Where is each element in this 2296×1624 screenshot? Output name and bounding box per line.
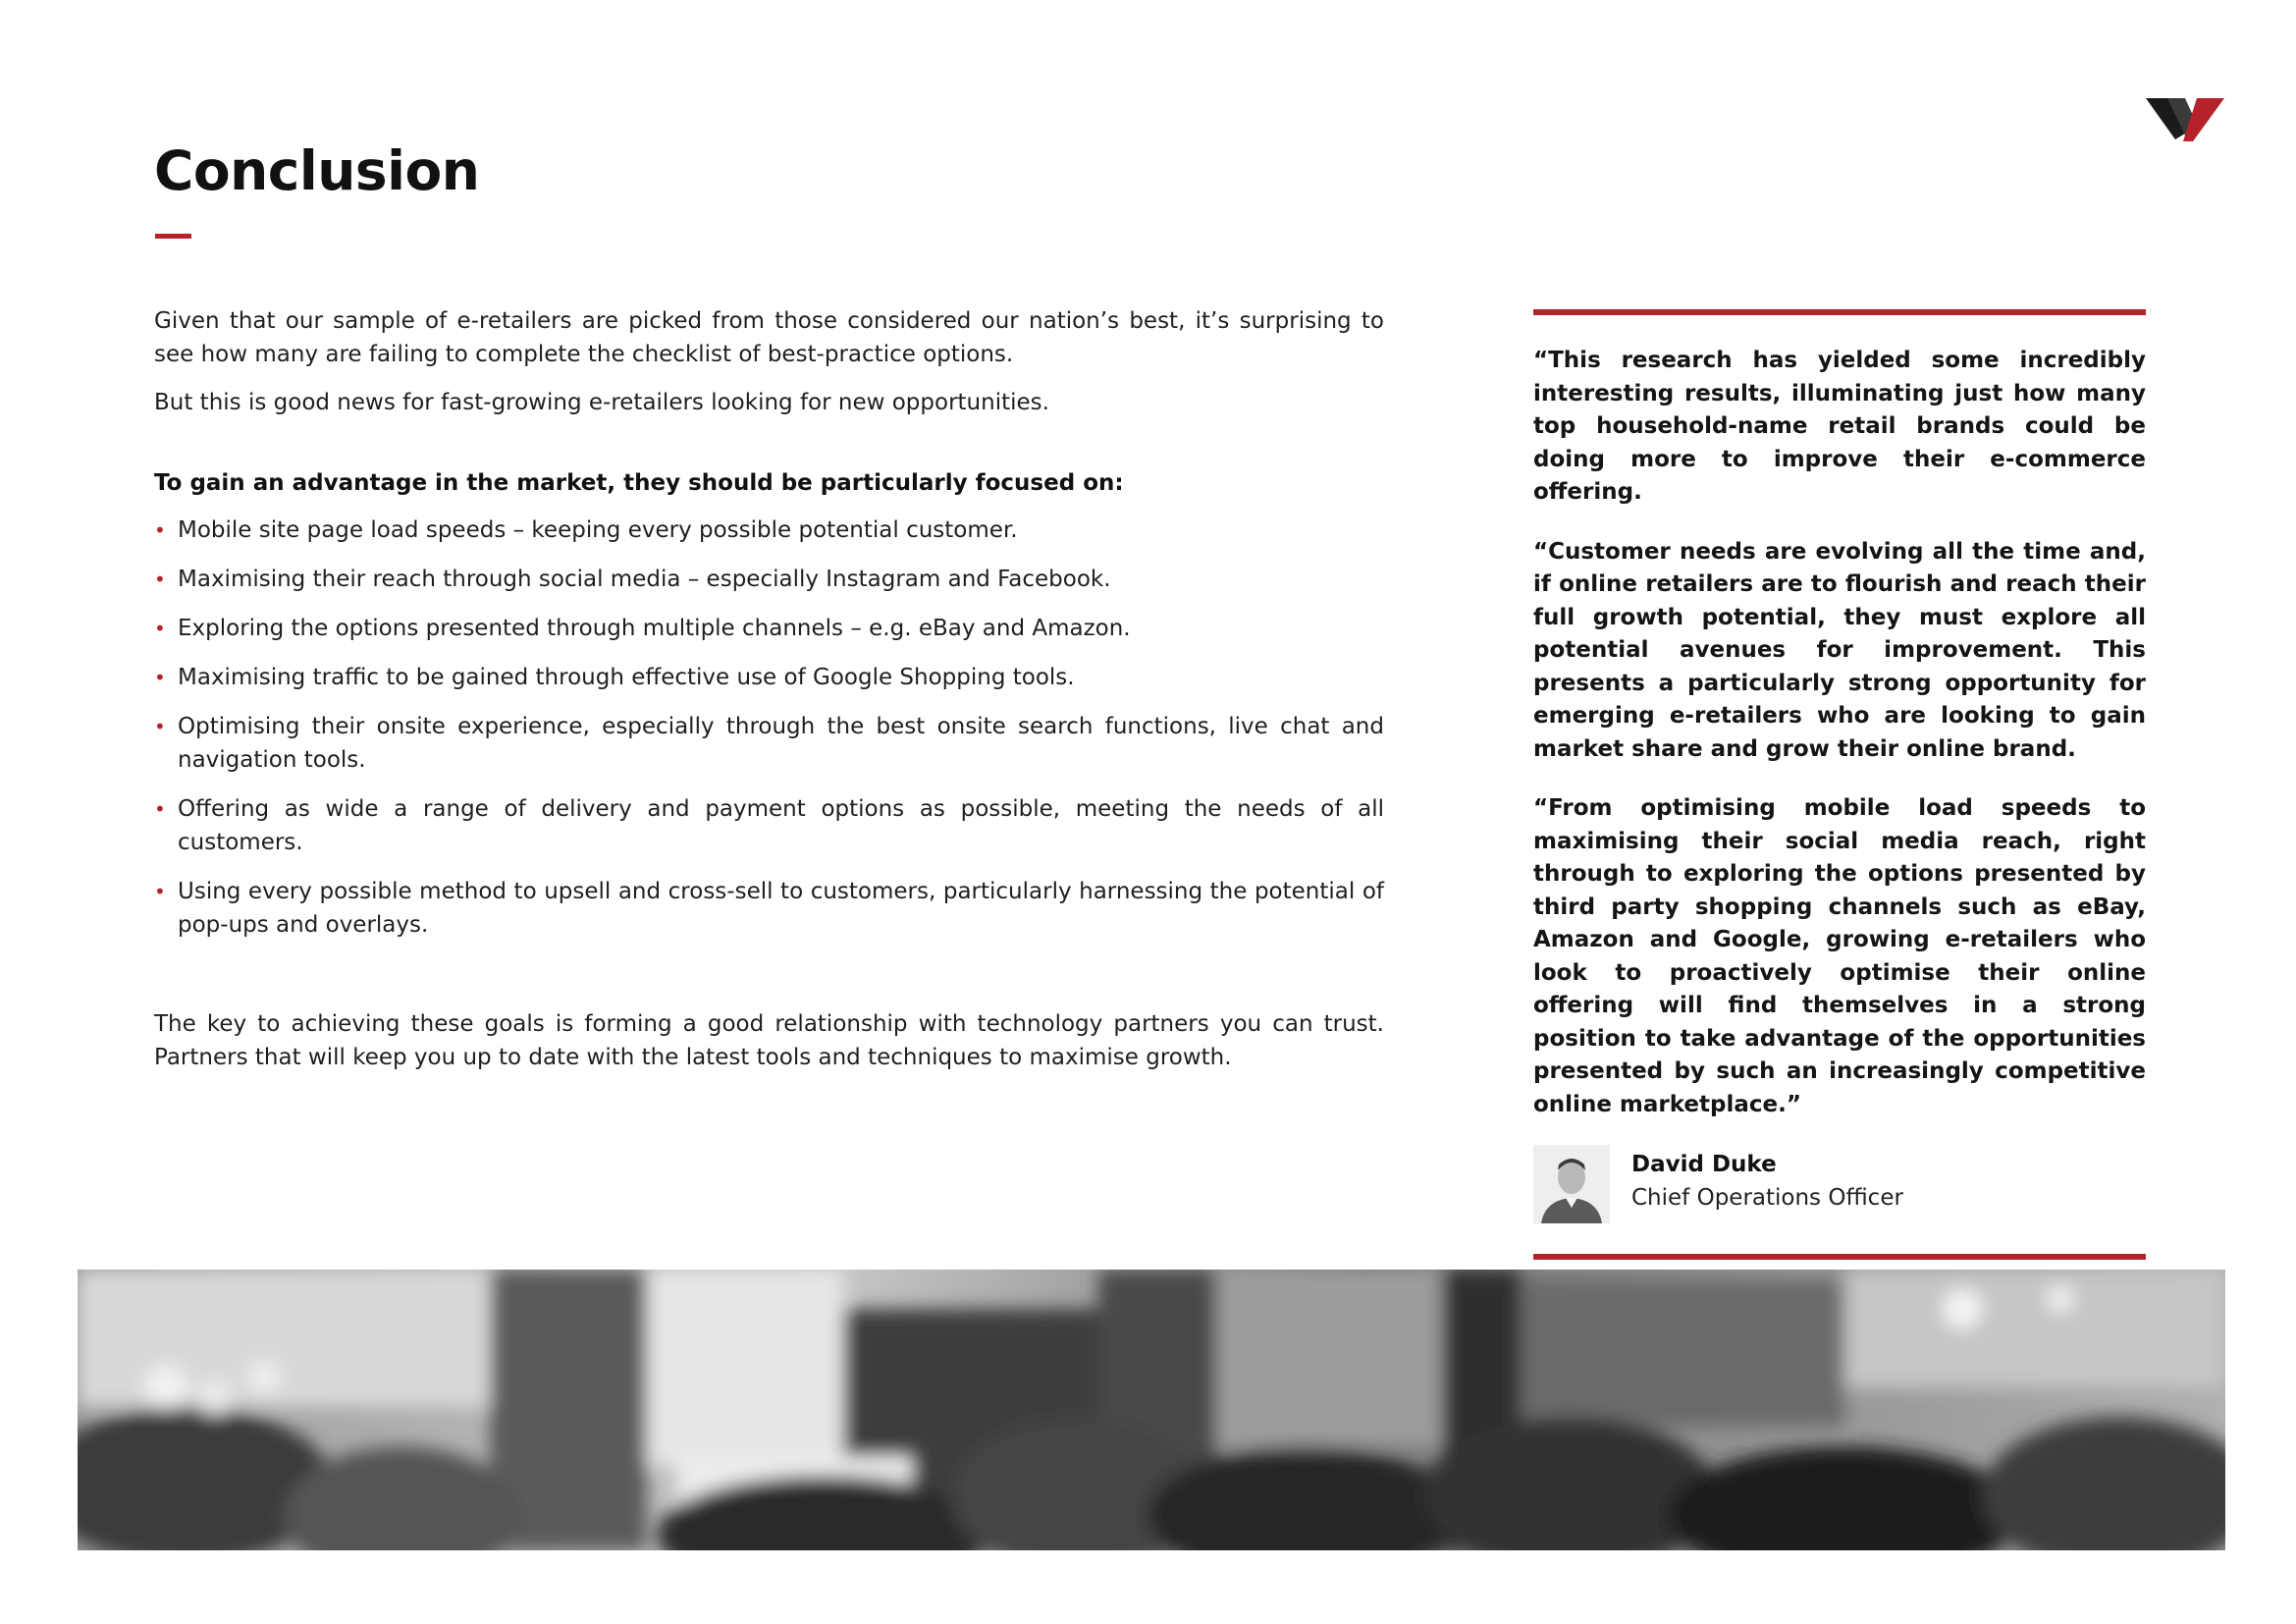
focus-lead: To gain an advantage in the market, they should be particularly focused on:	[154, 470, 1124, 496]
office-photo-banner	[78, 1270, 2225, 1550]
bullet-icon: •	[154, 666, 166, 689]
bullet-icon: •	[154, 617, 166, 640]
bullet-icon: •	[154, 880, 166, 903]
page-title: Conclusion	[154, 139, 480, 202]
intro-paragraph: But this is good news for fast-growing e-retailers looking for new opportunities.	[154, 390, 1049, 415]
list-item: • Maximising their reach through social media – especially Instagram and Facebook.	[154, 563, 1384, 596]
brand-v-logo-icon	[2146, 94, 2226, 143]
main-column	[154, 304, 1384, 1089]
quote-paragraph: “From optimising mobile load speeds to maximising their social media reach, right through to exploring the options presented by third party shopping channels such as eBay, Amazon and Google, growing e-retailers who look to proactively optimise their online offering will find themselves in a strong position to take advantage of the opportunities presented by such an increasingly competitive online marketplace.”	[1533, 795, 2146, 1117]
bullet-icon: •	[154, 797, 166, 821]
list-item: • Using every possible method to upsell and cross-sell to customers, particularly harnessing the potential of pop-ups and overlays.	[154, 875, 1384, 942]
list-item: • Mobile site page load speeds – keeping every possible potential customer.	[154, 514, 1384, 547]
quote-body	[1533, 315, 2146, 1121]
bullet-icon: •	[154, 518, 166, 542]
list-item: • Maximising traffic to be gained through effective use of Google Shopping tools.	[154, 661, 1384, 694]
pull-quote	[1533, 309, 2146, 1260]
author-name: David Duke	[1631, 1152, 1777, 1177]
author-role: Chief Operations Officer	[1631, 1184, 1903, 1211]
bullet-icon: •	[154, 715, 166, 738]
focus-list	[154, 514, 1384, 942]
closing-paragraph: The key to achieving these goals is forming a good relationship with technology partners you can trust. Partners that will keep you up to date with the latest tools and techniques to maximise growth.	[154, 1011, 1384, 1070]
quote-bottom-rule	[1533, 1254, 2146, 1260]
list-item: • Optimising their onsite experience, especially through the best onsite search functions, live chat and navigation tools.	[154, 710, 1384, 777]
avatar	[1533, 1145, 1610, 1223]
list-item: • Offering as wide a range of delivery and payment options as possible, meeting the needs of all customers.	[154, 792, 1384, 859]
quote-paragraph: “This research has yielded some incredibly interesting results, illuminating just how many top household-name retail brands could be doing more to improve their e-commerce offering.	[1533, 348, 2146, 505]
bullet-icon: •	[154, 568, 166, 591]
quote-paragraph: “Customer needs are evolving all the time and, if online retailers are to flourish and reach their full growth potential, they must explore all potential avenues for improvement. This presents a particularly strong opportunity for emerging e-retailers who are looking to gain market share and grow their online brand.	[1533, 538, 2146, 762]
title-underline	[155, 234, 191, 239]
intro-paragraph: Given that our sample of e-retailers are picked from those considered our nation’s best, it’s surprising to see how many are failing to complete the checklist of best-practice options.	[154, 308, 1384, 367]
list-item: • Exploring the options presented through multiple channels – e.g. eBay and Amazon.	[154, 612, 1384, 645]
quote-author	[1533, 1145, 2146, 1223]
